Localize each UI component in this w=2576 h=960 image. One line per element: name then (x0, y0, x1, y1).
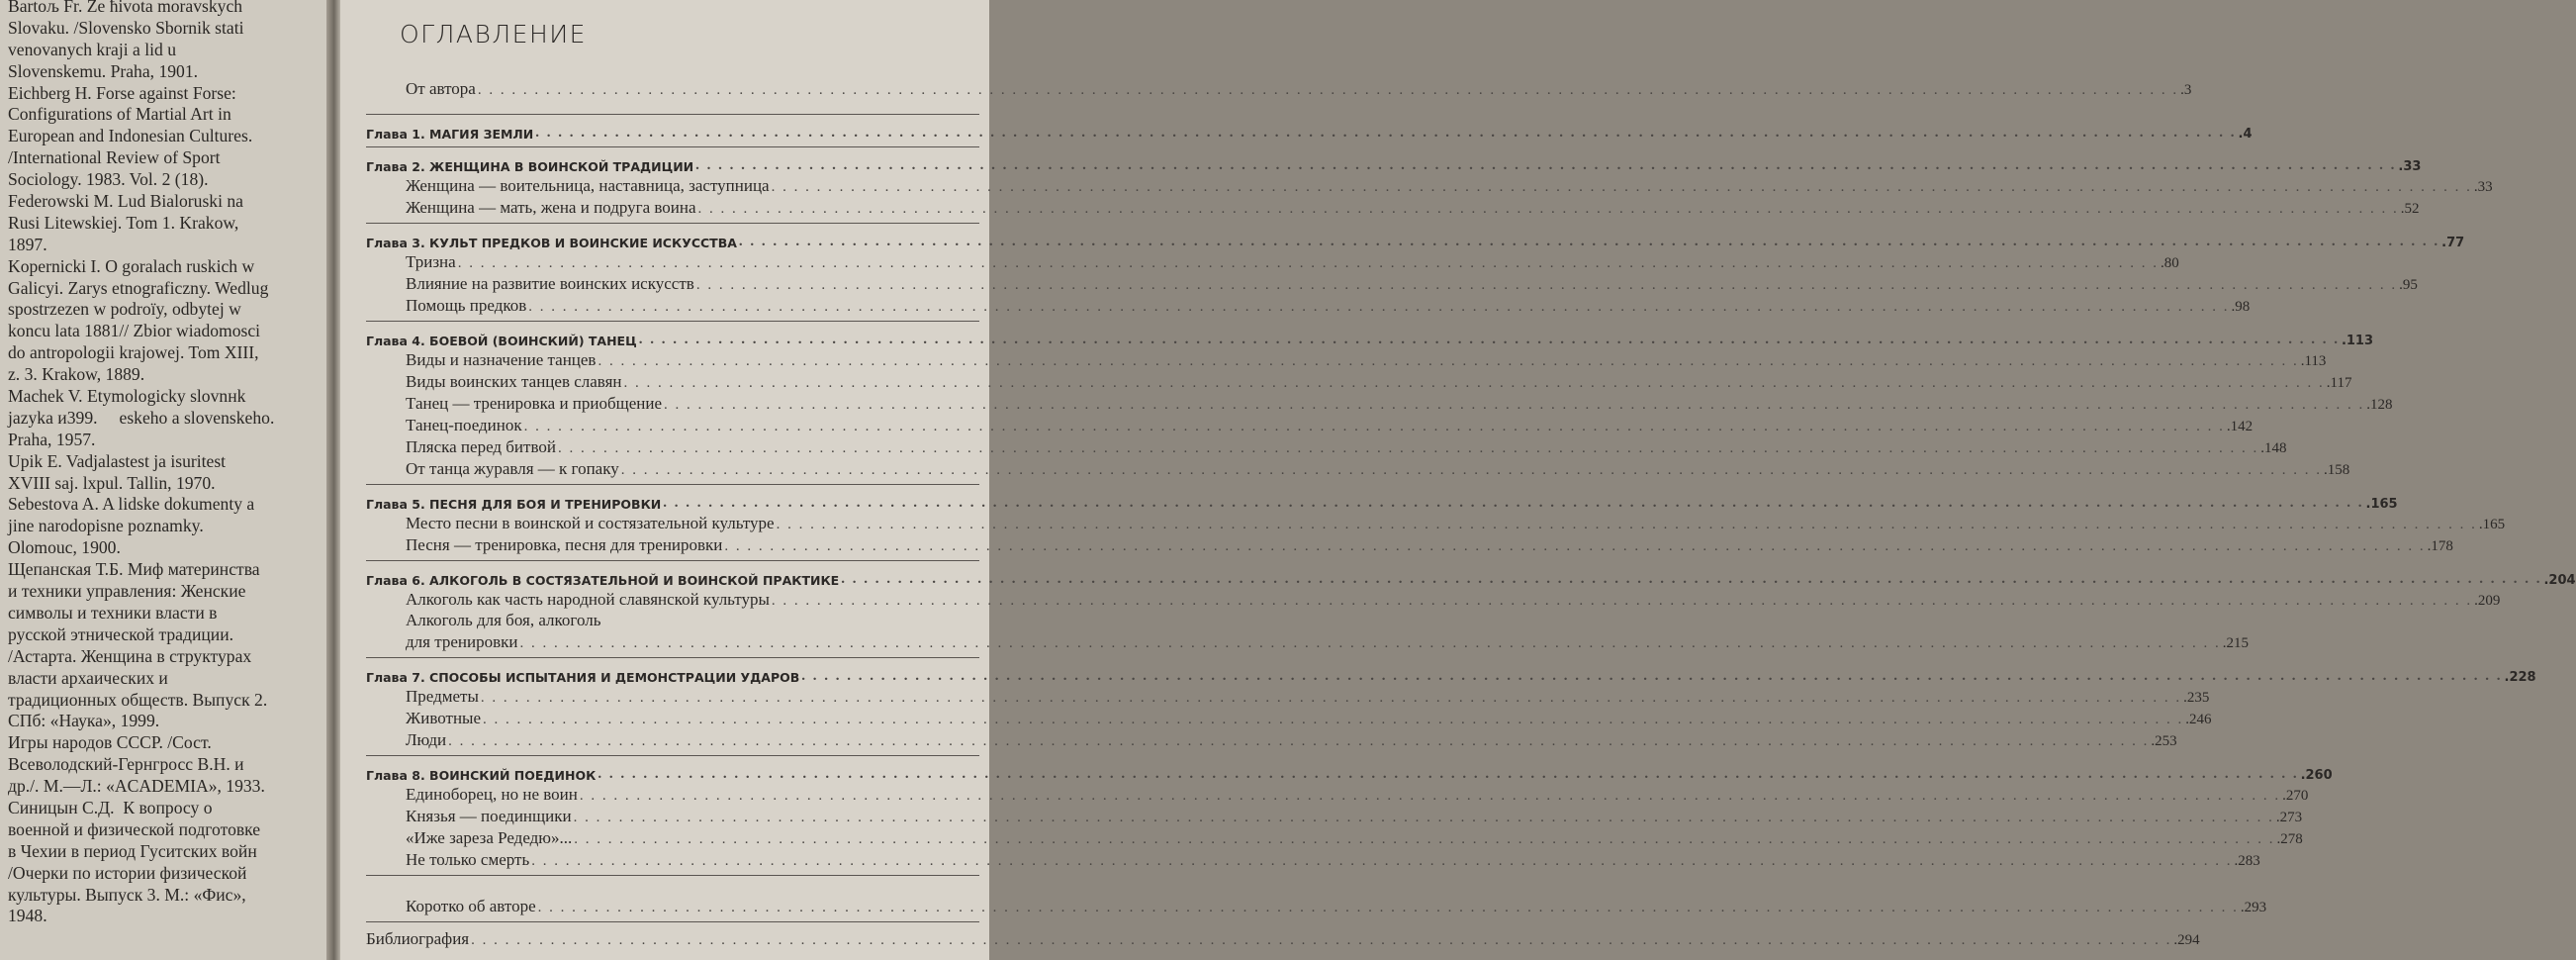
toc-entry[interactable] (366, 348, 2327, 370)
toc-label: Танец — тренировка и приобщение (406, 394, 663, 413)
dot-leader: . . . . . . . . . . . . . . . . . . . . . . . . . . . . . . . . . . . . . . . . . . . . . . . . . . . . . . . . . . . . . . . . . . . . . . . . . . . . . . . . . . . . . . . . . . . . . . . . . . . . . . . . . . . . . . . . . . . . . . . . . . . . . . . . . . . . . . . . . . . . . . . . . . . . . . (801, 668, 2503, 684)
toc-page-number: .253 (2151, 733, 2177, 749)
bibliography-line: jazyka и399. eskeho a slovenskeho. (8, 407, 275, 428)
dot-leader: . . . . . . . . . . . . . . . . . . . . . . . . . . . . . . . . . . . . . . . . . . . . . . . . . . . . . . . . . . . . . . . . . . . . . . . . . . . . . . . . . . . . . . . . . . . . . . . . . . . . . . . . . . . . . . . . . . . . . . . . . . . . . . . . . . . . . . . . . . . . . . . . . . . . . . (598, 353, 2299, 369)
bibliography-text (8, 0, 321, 927)
bibliography-line: jine narodopisne poznamky. (8, 516, 204, 536)
toc-label: Пляска перед битвой (406, 437, 556, 456)
chapter-divider (366, 560, 979, 561)
dot-leader: . . . . . . . . . . . . . . . . . . . . . . . . . . . . . . . . . . . . . . . . . . . . . . . . . . . . . . . . . . . . . . . . . . . . . . . . . . . . . . . . . . . . . . . . . . . . . . . . . . . . . . . . . . . . . . . . . . . . . . . . . . . . . . . . . . . . . . . . . . . . . . . . . . . . . . (695, 157, 2397, 173)
chapter-divider (366, 921, 979, 922)
dot-leader: . . . . . . . . . . . . . . . . . . . . . . . . . . . . . . . . . . . . . . . . . . . . . . . . . . . . . . . . . . . . . . . . . . . . . . . . . . . . . . . . . . . . . . . . . . . . . . . . . . . . . . . . . . . . . . . . . . . . . . . . . . . . . . . . . . . . . . . . . . . . . . . . . . . . . . (664, 397, 2365, 413)
bibliography-line: Upik E. Vadjalastest ja isuritest (8, 450, 227, 471)
toc-chapter[interactable] (366, 761, 2333, 783)
left-page-bibliography (0, 0, 326, 960)
toc-page-number: .98 (2231, 299, 2251, 315)
toc-label: Глава 2. ЖЕНЩИНА В ВОИНСКОЙ ТРАДИЦИИ (366, 159, 694, 174)
toc-entry[interactable] (366, 826, 2303, 848)
toc-list (366, 67, 2576, 949)
toc-label: Танец-поединок (406, 416, 522, 434)
toc-entry[interactable] (366, 196, 2420, 218)
bibliography-line: русской этнической традиции. (8, 624, 234, 644)
toc-label: Глава 6. АЛКОГОЛЬ В СОСТЯЗАТЕЛЬНОЙ И ВОИНСКОЙ ПРАКТИКЕ (366, 573, 840, 588)
toc-entry[interactable] (366, 512, 2506, 533)
toc-page-number: .278 (2276, 831, 2303, 847)
toc-page-number: .3 (2180, 82, 2192, 98)
dot-leader: . . . . . . . . . . . . . . . . . . . . . . . . . . . . . . . . . . . . . . . . . . . . . . . . . . . . . . . . . . . . . . . . . . . . . . . . . . . . . . . . . . . . . . . . . . . . . . . . . . . . . . . . . . . . . . . . . . . . . . . . . . . . . . . . . . . . . . . . . . . . . . . . . . . . . . (697, 201, 2399, 217)
bibliography-line: Configurations of Martial Art in (8, 104, 231, 125)
toc-label: Единоборец, но не воин (406, 785, 578, 804)
toc-label: Библиография (366, 929, 470, 948)
toc-chapter[interactable] (366, 152, 2422, 174)
bibliography-line: Slovaku. /Slovensko Sbornik stati (8, 17, 244, 38)
bibliography-line: /Астарта. Женщина в структурах (8, 645, 252, 666)
toc-page-number: .113 (2341, 334, 2374, 348)
toc-entry-line (366, 610, 979, 630)
toc-page-number: .95 (2399, 277, 2418, 293)
bibliography-line: do antropologii krajowej. Tom XIII, (8, 342, 259, 363)
dot-leader: . . . . . . . . . . . . . . . . . . . . . . . . . . . . . . . . . . . . . . . . . . . . . . . . . . . . . . . . . . . . . . . . . . . . . . . . . . . . . . . . . . . . . . . . . . . . . . . . . . . . . . . . . . . . . . . . . . . . . . . . . . . . . . . . . . . . . . . . . . . . . . . . . . . . . . (574, 831, 2275, 847)
toc-page-number: .294 (2173, 932, 2200, 948)
toc-entry[interactable] (366, 272, 2418, 294)
dot-leader: . . . . . . . . . . . . . . . . . . . . . . . . . . . . . . . . . . . . . . . . . . . . . . . . . . . . . . . . . . . . . . . . . . . . . . . . . . . . . . . . . . . . . . . . . . . . . . . . . . . . . . . . . . . . . . . . . . . . . . . . . . . . . . . . . . . . . . . . . . . . . . . . . . . . . . (480, 690, 2182, 706)
toc-entry[interactable] (366, 174, 2493, 196)
bibliography-line: European and Indonesian Cultures. (8, 126, 253, 146)
dot-leader: . . . . . . . . . . . . . . . . . . . . . . . . . . . . . . . . . . . . . . . . . . . . . . . . . . . . . . . . . . . . . . . . . . . . . . . . . . . . . . . . . . . . . . . . . . . . . . . . . . . . . . . . . . . . . . . . . . . . . . . . . . . . . . . . . . . . . . . . . . . . . . . . . . . . . . (557, 440, 2259, 456)
toc-page-number: .148 (2260, 440, 2287, 456)
dot-leader: . . . . . . . . . . . . . . . . . . . . . . . . . . . . . . . . . . . . . . . . . . . . . . . . . . . . . . . . . . . . . . . . . . . . . . . . . . . . . . . . . . . . . . . . . . . . . . . . . . . . . . . . . . . . . . . . . . . . . . . . . . . . . . . . . . . . . . . . . . . . . . . . . . . . . . (448, 733, 2150, 749)
toc-label: Женщина — мать, жена и подруга воина (406, 198, 696, 217)
bibliography-line: 1948. (8, 906, 47, 926)
chapter-divider (366, 114, 979, 115)
book-gutter (326, 0, 340, 960)
chapter-divider (366, 875, 979, 876)
dot-leader: . . . . . . . . . . . . . . . . . . . . . . . . . . . . . . . . . . . . . . . . . . . . . . . . . . . . . . . . . . . . . . . . . . . . . . . . . . . . . . . . . . . . . . . . . . . . . . . . . . . . . . . . . . . . . . . . . . . . . . . . . . . . . . . . . . . . . . . . . . . . . . . . . . . . . . (724, 538, 2426, 554)
dot-leader: . . . . . . . . . . . . . . . . . . . . . . . . . . . . . . . . . . . . . . . . . . . . . . . . . . . . . . . . . . . . . . . . . . . . . . . . . . . . . . . . . . . . . . . . . . . . . . . . . . . . . . . . . . . . . . . . . . . . . . . . . . . . . . . . . . . . . . . . . . . . . . . . . . . . . . (523, 419, 2225, 434)
toc-page-number: .158 (2324, 462, 2350, 478)
toc-page-number: .293 (2240, 900, 2267, 915)
dot-leader: . . . . . . . . . . . . . . . . . . . . . . . . . . . . . . . . . . . . . . . . . . . . . . . . . . . . . . . . . . . . . . . . . . . . . . . . . . . . . . . . . . . . . . . . . . . . . . . . . . . . . . . . . . . . . . . . . . . . . . . . . . . . . . . . . . . . . . . . . . . . . . . . . . . . . . (620, 462, 2322, 478)
bibliography-line: Eichberg H. Forse against Forse: (8, 82, 236, 103)
toc-entry[interactable] (366, 250, 2179, 272)
toc-label: Глава 8. ВОИНСКИЙ ПОЕДИНОК (366, 768, 597, 783)
toc-label: Глава 4. БОЕВОЙ (ВОИНСКИЙ) ТАНЕЦ (366, 334, 637, 348)
toc-page-number: .270 (2282, 788, 2309, 804)
bibliography-line: власти архаических и (8, 667, 168, 688)
toc-page-number: .165 (2365, 497, 2398, 512)
toc-label: Женщина — воительница, наставница, заступница (406, 176, 770, 195)
toc-label: Влияние на развитие воинских искусств (406, 274, 694, 293)
toc-label: Глава 5. ПЕСНЯ ДЛЯ БОЯ И ТРЕНИРОВКИ (366, 497, 662, 512)
bibliography-line: Rusi Litewskiej. Tom 1. Krakow, (8, 212, 239, 233)
toc-author-note[interactable] (366, 77, 2192, 99)
toc-entry[interactable] (366, 370, 2352, 392)
chapter-divider (366, 657, 979, 658)
dot-leader: . . . . . . . . . . . . . . . . . . . . . . . . . . . . . . . . . . . . . . . . . . . . . . . . . . . . . . . . . . . . . . . . . . . . . . . . . . . . . . . . . . . . . . . . . . . . . . . . . . . . . . . . . . . . . . . . . . . . . . . . . . . . . . . . . . . . . . . . . . . . . . . . . . . . . . (663, 495, 2364, 511)
bibliography-line: Federowski M. Lud Bialoruski na (8, 191, 243, 212)
chapter-divider (366, 223, 979, 224)
toc-chapter[interactable] (366, 120, 2253, 142)
bibliography-line: /Очерки по истории физической (8, 862, 247, 883)
toc-entry[interactable] (366, 435, 2287, 457)
toc-page-number: .117 (2326, 375, 2352, 391)
dot-leader: . . . . . . . . . . . . . . . . . . . . . . . . . . . . . . . . . . . . . . . . . . . . . . . . . . . . . . . . . . . . . . . . . . . . . . . . . . . . . . . . . . . . . . . . . . . . . . . . . . . . . . . . . . . . . . . . . . . . . . . . . . . . . . . . . . . . . . . . . . . . . . . . . . . . . . (695, 277, 2398, 293)
dot-leader: . . . . . . . . . . . . . . . . . . . . . . . . . . . . . . . . . . . . . . . . . . . . . . . . . . . . . . . . . . . . . . . . . . . . . . . . . . . . . . . . . . . . . . . . . . . . . . . . . . . . . . . . . . . . . . . . . . . . . . . . . . . . . . . . . . . . . . . . . . . . . . . . . . . . . . (771, 593, 2473, 609)
dot-leader: . . . . . . . . . . . . . . . . . . . . . . . . . . . . . . . . . . . . . . . . . . . . . . . . . . . . . . . . . . . . . . . . . . . . . . . . . . . . . . . . . . . . . . . . . . . . . . . . . . . . . . . . . . . . . . . . . . . . . . . . . . . . . . . . . . . . . . . . . . . . . . . . . . . . . . (841, 571, 2542, 587)
toc-label: Глава 7. СПОСОБЫ ИСПЫТАНИЯ И ДЕМОНСТРАЦИИ УДАРОВ (366, 670, 800, 685)
toc-page-number: .260 (2300, 768, 2333, 783)
toc-entry[interactable] (366, 728, 2177, 750)
toc-label: От автора (406, 79, 476, 98)
bibliography-line: традиционных обществ. Выпуск 2. (8, 689, 268, 710)
dot-leader: . . . . . . . . . . . . . . . . . . . . . . . . . . . . . . . . . . . . . . . . . . . . . . . . . . . . . . . . . . . . . . . . . . . . . . . . . . . . . . . . . . . . . . . . . . . . . . . . . . . . . . . . . . . . . . . . . . . . . . . . . . . . . . . . . . . . . . . . . . . . . . . . . . . . . . (771, 179, 2472, 195)
dot-leader: . . . . . . . . . . . . . . . . . . . . . . . . . . . . . . . . . . . . . . . . . . . . . . . . . . . . . . . . . . . . . . . . . . . . . . . . . . . . . . . . . . . . . . . . . . . . . . . . . . . . . . . . . . . . . . . . . . . . . . . . . . . . . . . . . . . . . . . . . . . . . . . . . . . . . . (537, 900, 2239, 915)
toc-entry[interactable] (366, 414, 2254, 435)
chapter-divider (366, 484, 979, 485)
toc-bibliography[interactable] (366, 927, 2200, 949)
toc-page-number: .178 (2427, 538, 2453, 554)
bibliography-line: Щепанская Т.Б. Миф материнства (8, 559, 260, 580)
dot-leader: . . . . . . . . . . . . . . . . . . . . . . . . . . . . . . . . . . . . . . . . . . . . . . . . . . . . . . . . . . . . . . . . . . . . . . . . . . . . . . . . . . . . . . . . . . . . . . . . . . . . . . . . . . . . . . . . . . . . . . . . . . . . . . . . . . . . . . . . . . . . . . . . . . . . . . (573, 810, 2274, 825)
bibliography-line: Slovenskemu. Praha, 1901. (8, 60, 199, 81)
toc-page-number: .80 (2160, 255, 2179, 271)
toc-entry[interactable] (366, 294, 2251, 316)
toc-label: Люди (406, 730, 447, 749)
bibliography-line: Синицын С.Д. К вопросу о (8, 797, 213, 817)
toc-page-number: .209 (2474, 593, 2501, 609)
toc-page-number: .215 (2222, 635, 2249, 651)
bibliography-line: Игры народов СССР. /Сост. (8, 732, 212, 753)
toc-title: ОГЛАВЛЕНИЕ (400, 20, 587, 48)
bibliography-line: символы и техники власти в (8, 602, 218, 623)
chapter-divider (366, 321, 979, 322)
toc-label: Коротко об авторе (406, 897, 536, 915)
dot-leader: . . . . . . . . . . . . . . . . . . . . . . . . . . . . . . . . . . . . . . . . . . . . . . . . . . . . . . . . . . . . . . . . . . . . . . . . . . . . . . . . . . . . . . . . . . . . . . . . . . . . . . . . . . . . . . . . . . . . . . . . . . . . . . . . . . . . . . . . . . . . . . . . . . . . . . (471, 932, 2172, 948)
toc-page-number: .273 (2275, 810, 2303, 825)
dot-leader: . . . . . . . . . . . . . . . . . . . . . . . . . . . . . . . . . . . . . . . . . . . . . . . . . . . . . . . . . . . . . . . . . . . . . . . . . . . . . . . . . . . . . . . . . . . . . . . . . . . . . . . . . . . . . . . . . . . . . . . . . . . . . . . . . . . . . . . . . . . . . . . . . . . . . . (457, 255, 2159, 271)
bibliography-line: Sebestova A. A lidske dokumenty a (8, 494, 255, 515)
dot-leader: . . . . . . . . . . . . . . . . . . . . . . . . . . . . . . . . . . . . . . . . . . . . . . . . . . . . . . . . . . . . . . . . . . . . . . . . . . . . . . . . . . . . . . . . . . . . . . . . . . . . . . . . . . . . . . . . . . . . . . . . . . . . . . . . . . . . . . . . . . . . . . . . . . . . . . (519, 635, 2221, 651)
toc-page-number: .4 (2238, 127, 2253, 142)
bibliography-line: Praha, 1957. (8, 429, 96, 449)
bibliography-line: XVIII saj. lxpul. Tallin, 1970. (8, 472, 216, 493)
toc-entry[interactable] (366, 630, 2249, 652)
bibliography-line: Bartoљ Fr. Ze ћivota moravskych (8, 0, 243, 16)
toc-page-number: .283 (2234, 853, 2260, 869)
dot-leader: . . . . . . . . . . . . . . . . . . . . . . . . . . . . . . . . . . . . . . . . . . . . . . . . . . . . . . . . . . . . . . . . . . . . . . . . . . . . . . . . . . . . . . . . . . . . . . . . . . . . . . . . . . . . . . . . . . . . . . . . . . . . . . . . . . . . . . . . . . . . . . . . . . . . . . (738, 234, 2440, 249)
toc-chapter[interactable] (366, 490, 2398, 512)
bibliography-line: Olomouc, 1900. (8, 537, 121, 558)
bibliography-line: в Чехии в период Гуситских войн (8, 840, 257, 861)
toc-entry[interactable] (366, 457, 2350, 479)
toc-entry[interactable] (366, 588, 2501, 610)
dot-leader: . . . . . . . . . . . . . . . . . . . . . . . . . . . . . . . . . . . . . . . . . . . . . . . . . . . . . . . . . . . . . . . . . . . . . . . . . . . . . . . . . . . . . . . . . . . . . . . . . . . . . . . . . . . . . . . . . . . . . . . . . . . . . . . . . . . . . . . . . . . . . . . . . . . . . . (535, 125, 2237, 141)
toc-page-number: .235 (2183, 690, 2210, 706)
toc-label: Животные (406, 709, 482, 727)
chapter-divider (366, 146, 979, 147)
toc-chapter[interactable] (366, 229, 2465, 250)
bibliography-line: spostrzezen w podroїy, odbytej w (8, 299, 241, 320)
bibliography-line: Всеволодский-Гернгросс В.Н. и (8, 754, 244, 775)
bibliography-line: Kopernicki I. O goralach ruskich w (8, 255, 255, 276)
bibliography-line: культуры. Выпуск 3. М.: «Фис», (8, 884, 246, 905)
toc-entry[interactable] (366, 783, 2309, 805)
toc-page-number: .128 (2366, 397, 2393, 413)
toc-page-number: .246 (2185, 712, 2212, 727)
dot-leader: . . . . . . . . . . . . . . . . . . . . . . . . . . . . . . . . . . . . . . . . . . . . . . . . . . . . . . . . . . . . . . . . . . . . . . . . . . . . . . . . . . . . . . . . . . . . . . . . . . . . . . . . . . . . . . . . . . . . . . . . . . . . . . . . . . . . . . . . . . . . . . . . . . . . . . (623, 375, 2325, 391)
bibliography-line: военной и физической подготовке (8, 818, 261, 839)
bibliography-line: /International Review of Sport (8, 147, 221, 168)
dot-leader: . . . . . . . . . . . . . . . . . . . . . . . . . . . . . . . . . . . . . . . . . . . . . . . . . . . . . . . . . . . . . . . . . . . . . . . . . . . . . . . . . . . . . . . . . . . . . . . . . . . . . . . . . . . . . . . . . . . . . . . . . . . . . . . . . . . . . . . . . . . . . . . . . . . . . . (483, 712, 2184, 727)
bibliography-line: 1897. (8, 234, 47, 254)
toc-entry[interactable] (366, 533, 2453, 555)
toc-label: Место песни в воинской и состязательной культуре (406, 514, 775, 532)
chapter-divider (366, 755, 979, 756)
toc-page-number: .204 (2543, 573, 2576, 588)
toc-page-number: .228 (2504, 670, 2536, 685)
toc-label: для тренировки (406, 632, 518, 651)
toc-page-number: .77 (2441, 236, 2465, 250)
toc-label: Не только смерть (406, 850, 530, 869)
toc-page-number: .33 (2473, 179, 2493, 195)
toc-page-number: .52 (2400, 201, 2420, 217)
bibliography-line: venovanych kraji a lid u (8, 39, 177, 59)
toc-chapter[interactable] (366, 663, 2536, 685)
toc-chapter[interactable] (366, 566, 2576, 588)
bibliography-line: Sociology. 1983. Vol. 2 (18). (8, 169, 209, 190)
right-page-contents (340, 0, 2576, 960)
toc-label: «Иже зареза Редедю»... (406, 828, 573, 847)
toc-label: Тризна (406, 252, 456, 271)
bibliography-line: z. 3. Krakow, 1889. (8, 364, 145, 385)
toc-entry[interactable] (366, 707, 2212, 728)
toc-label: Помощь предков (406, 296, 527, 315)
toc-page-number: .113 (2300, 353, 2327, 369)
dot-leader: . . . . . . . . . . . . . . . . . . . . . . . . . . . . . . . . . . . . . . . . . . . . . . . . . . . . . . . . . . . . . . . . . . . . . . . . . . . . . . . . . . . . . . . . . . . . . . . . . . . . . . . . . . . . . . . . . . . . . . . . . . . . . . . . . . . . . . . . . . . . . . . . . . . . . . (528, 299, 2230, 315)
toc-page-number: .33 (2398, 159, 2422, 174)
toc-entry[interactable] (366, 805, 2303, 826)
dot-leader: . . . . . . . . . . . . . . . . . . . . . . . . . . . . . . . . . . . . . . . . . . . . . . . . . . . . . . . . . . . . . . . . . . . . . . . . . . . . . . . . . . . . . . . . . . . . . . . . . . . . . . . . . . . . . . . . . . . . . . . . . . . . . . . . . . . . . . . . . . . . . . . . . . . . . . (638, 332, 2340, 347)
dot-leader: . . . . . . . . . . . . . . . . . . . . . . . . . . . . . . . . . . . . . . . . . . . . . . . . . . . . . . . . . . . . . . . . . . . . . . . . . . . . . . . . . . . . . . . . . . . . . . . . . . . . . . . . . . . . . . . . . . . . . . . . . . . . . . . . . . . . . . . . . . . . . . . . . . . . . . (776, 517, 2477, 532)
toc-label: Алкоголь для боя, алкоголь (406, 611, 601, 629)
toc-label: Глава 3. КУЛЬТ ПРЕДКОВ И ВОИНСКИЕ ИСКУССТВА (366, 236, 737, 250)
toc-page-number: .165 (2478, 517, 2506, 532)
bibliography-line: Machek V. Etymologicky slovnнk (8, 386, 246, 407)
toc-label: Виды воинских танцев славян (406, 372, 622, 391)
toc-label: Алкоголь как часть народной славянской культуры (406, 590, 770, 609)
toc-label: Виды и назначение танцев (406, 350, 597, 369)
bibliography-line: др./. М.—Л.: «ACADEMIA», 1933. (8, 776, 265, 797)
bibliography-line: Galicyi. Zarys etnograficzny. Wedlug (8, 277, 269, 298)
toc-label: От танца журавля — к гопаку (406, 459, 619, 478)
toc-entry[interactable] (366, 848, 2260, 870)
dot-leader: . . . . . . . . . . . . . . . . . . . . . . . . . . . . . . . . . . . . . . . . . . . . . . . . . . . . . . . . . . . . . . . . . . . . . . . . . . . . . . . . . . . . . . . . . . . . . . . . . . . . . . . . . . . . . . . . . . . . . . . . . . . . . . . . . . . . . . . . . . . . . . . . . . . . . . (477, 82, 2179, 98)
dot-leader: . . . . . . . . . . . . . . . . . . . . . . . . . . . . . . . . . . . . . . . . . . . . . . . . . . . . . . . . . . . . . . . . . . . . . . . . . . . . . . . . . . . . . . . . . . . . . . . . . . . . . . . . . . . . . . . . . . . . . . . . . . . . . . . . . . . . . . . . . . . . . . . . . . . . . . (598, 766, 2299, 782)
bibliography-line: koncu lata 1881// Zbior wiadomosci (8, 321, 261, 341)
toc-page-number: .142 (2226, 419, 2254, 434)
bibliography-line: и техники управления: Женские (8, 581, 246, 602)
dot-leader: . . . . . . . . . . . . . . . . . . . . . . . . . . . . . . . . . . . . . . . . . . . . . . . . . . . . . . . . . . . . . . . . . . . . . . . . . . . . . . . . . . . . . . . . . . . . . . . . . . . . . . . . . . . . . . . . . . . . . . . . . . . . . . . . . . . . . . . . . . . . . . . . . . . . . . (579, 788, 2281, 804)
toc-chapter[interactable] (366, 327, 2374, 348)
dot-leader: . . . . . . . . . . . . . . . . . . . . . . . . . . . . . . . . . . . . . . . . . . . . . . . . . . . . . . . . . . . . . . . . . . . . . . . . . . . . . . . . . . . . . . . . . . . . . . . . . . . . . . . . . . . . . . . . . . . . . . . . . . . . . . . . . . . . . . . . . . . . . . . . . . . . . . (531, 853, 2233, 869)
toc-label: Песня — тренировка, песня для тренировки (406, 535, 723, 554)
toc-label: Князья — поединщики (406, 807, 572, 825)
toc-label: Предметы (406, 687, 479, 706)
toc-entry[interactable] (366, 392, 2393, 414)
toc-entry[interactable] (366, 685, 2210, 707)
toc-label: Глава 1. МАГИЯ ЗЕМЛИ (366, 127, 534, 142)
bibliography-line: СПб: «Наука», 1999. (8, 711, 160, 731)
toc-about-author[interactable] (366, 895, 2267, 916)
